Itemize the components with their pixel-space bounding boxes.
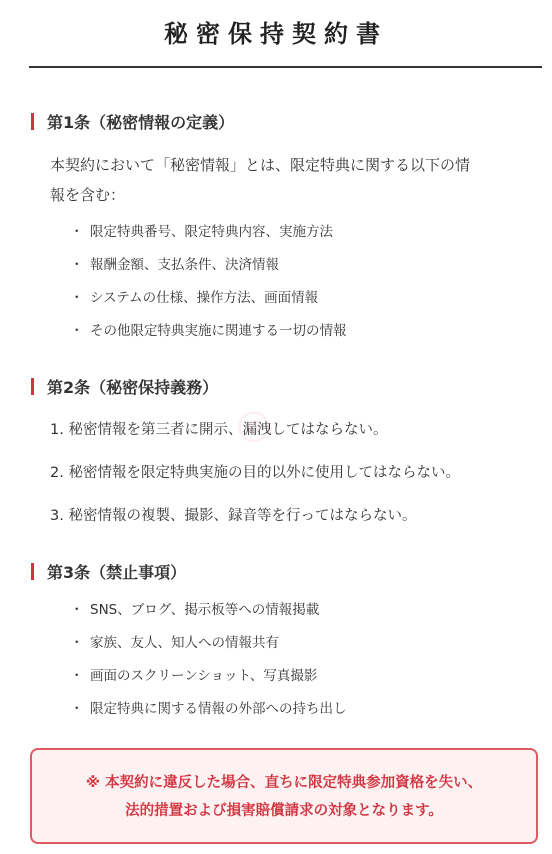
- warning-notice: [30, 748, 538, 844]
- list-item: ・ SNS、ブログ、掲示板等への情報掲載: [70, 600, 347, 633]
- list-item: ・ システムの仕様、操作方法、画面情報: [70, 288, 347, 321]
- bullet-dot: ・: [70, 668, 84, 684]
- list-item: ・ その他限定特典実施に関連する一切の情報: [70, 321, 347, 354]
- warning-line-1: ※ 本契約に違反した場合、直ちに限定特典参加資格を失い、: [85, 775, 483, 791]
- bullet-dot: ・: [70, 323, 84, 339]
- bullet-dot: ・: [70, 290, 84, 306]
- bullet-dot: ・: [70, 224, 84, 240]
- article-2-numbered-list: [50, 420, 460, 549]
- warning-line-2: 法的措置および損害賠償請求の対象となります。: [125, 803, 443, 819]
- list-item: 2. 秘密情報を限定特典実施の目的以外に使用してはならない。: [50, 465, 460, 481]
- article-2-heading: [31, 375, 218, 398]
- article-1-heading: [31, 110, 234, 133]
- bullet-dot: ・: [70, 635, 84, 651]
- list-item: ・ 画面のスクリーンショット、写真撮影: [70, 666, 347, 699]
- list-item: 3. 秘密情報の複製、撮影、録音等を行ってはならない。: [50, 508, 417, 524]
- list-item: ・ 限定特典番号、限定特典内容、実施方法: [70, 222, 347, 255]
- bullet-dot: ・: [70, 701, 84, 717]
- title-divider: [29, 66, 542, 68]
- list-item: ・ 限定特典に関する情報の外部への持ち出し: [70, 699, 347, 732]
- bullet-dot: ・: [70, 257, 84, 273]
- article-1-body-line-1: 本契約において「秘密情報」とは、限定特典に関する以下の情: [50, 156, 471, 174]
- article-1-body-line-2: 報を含む：: [50, 186, 126, 204]
- heading-accent-bar: [31, 378, 34, 395]
- article-3-title: 第3条（禁止事項）: [47, 563, 187, 582]
- article-2-title: 第2条（秘密保持義務）: [47, 378, 219, 397]
- article-1-bullet-list: [70, 222, 347, 354]
- watermark-stamp: ◎: [225, 396, 280, 454]
- heading-accent-bar: [31, 563, 34, 580]
- list-item: ・ 報酬金額、支払条件、決済情報: [70, 255, 347, 288]
- article-1-body: [50, 150, 530, 210]
- list-item: ・ 家族、友人、知人への情報共有: [70, 633, 347, 666]
- document-title: 秘密保持契約書: [164, 19, 388, 48]
- list-item: 1. 秘密情報を第三者に開示、漏洩してはならない。: [50, 422, 388, 438]
- article-3-heading: [31, 560, 186, 583]
- bullet-dot: ・: [70, 602, 84, 618]
- article-3-bullet-list: [70, 600, 347, 732]
- heading-accent-bar: [31, 113, 34, 130]
- article-1-title: 第1条（秘密情報の定義）: [47, 113, 235, 132]
